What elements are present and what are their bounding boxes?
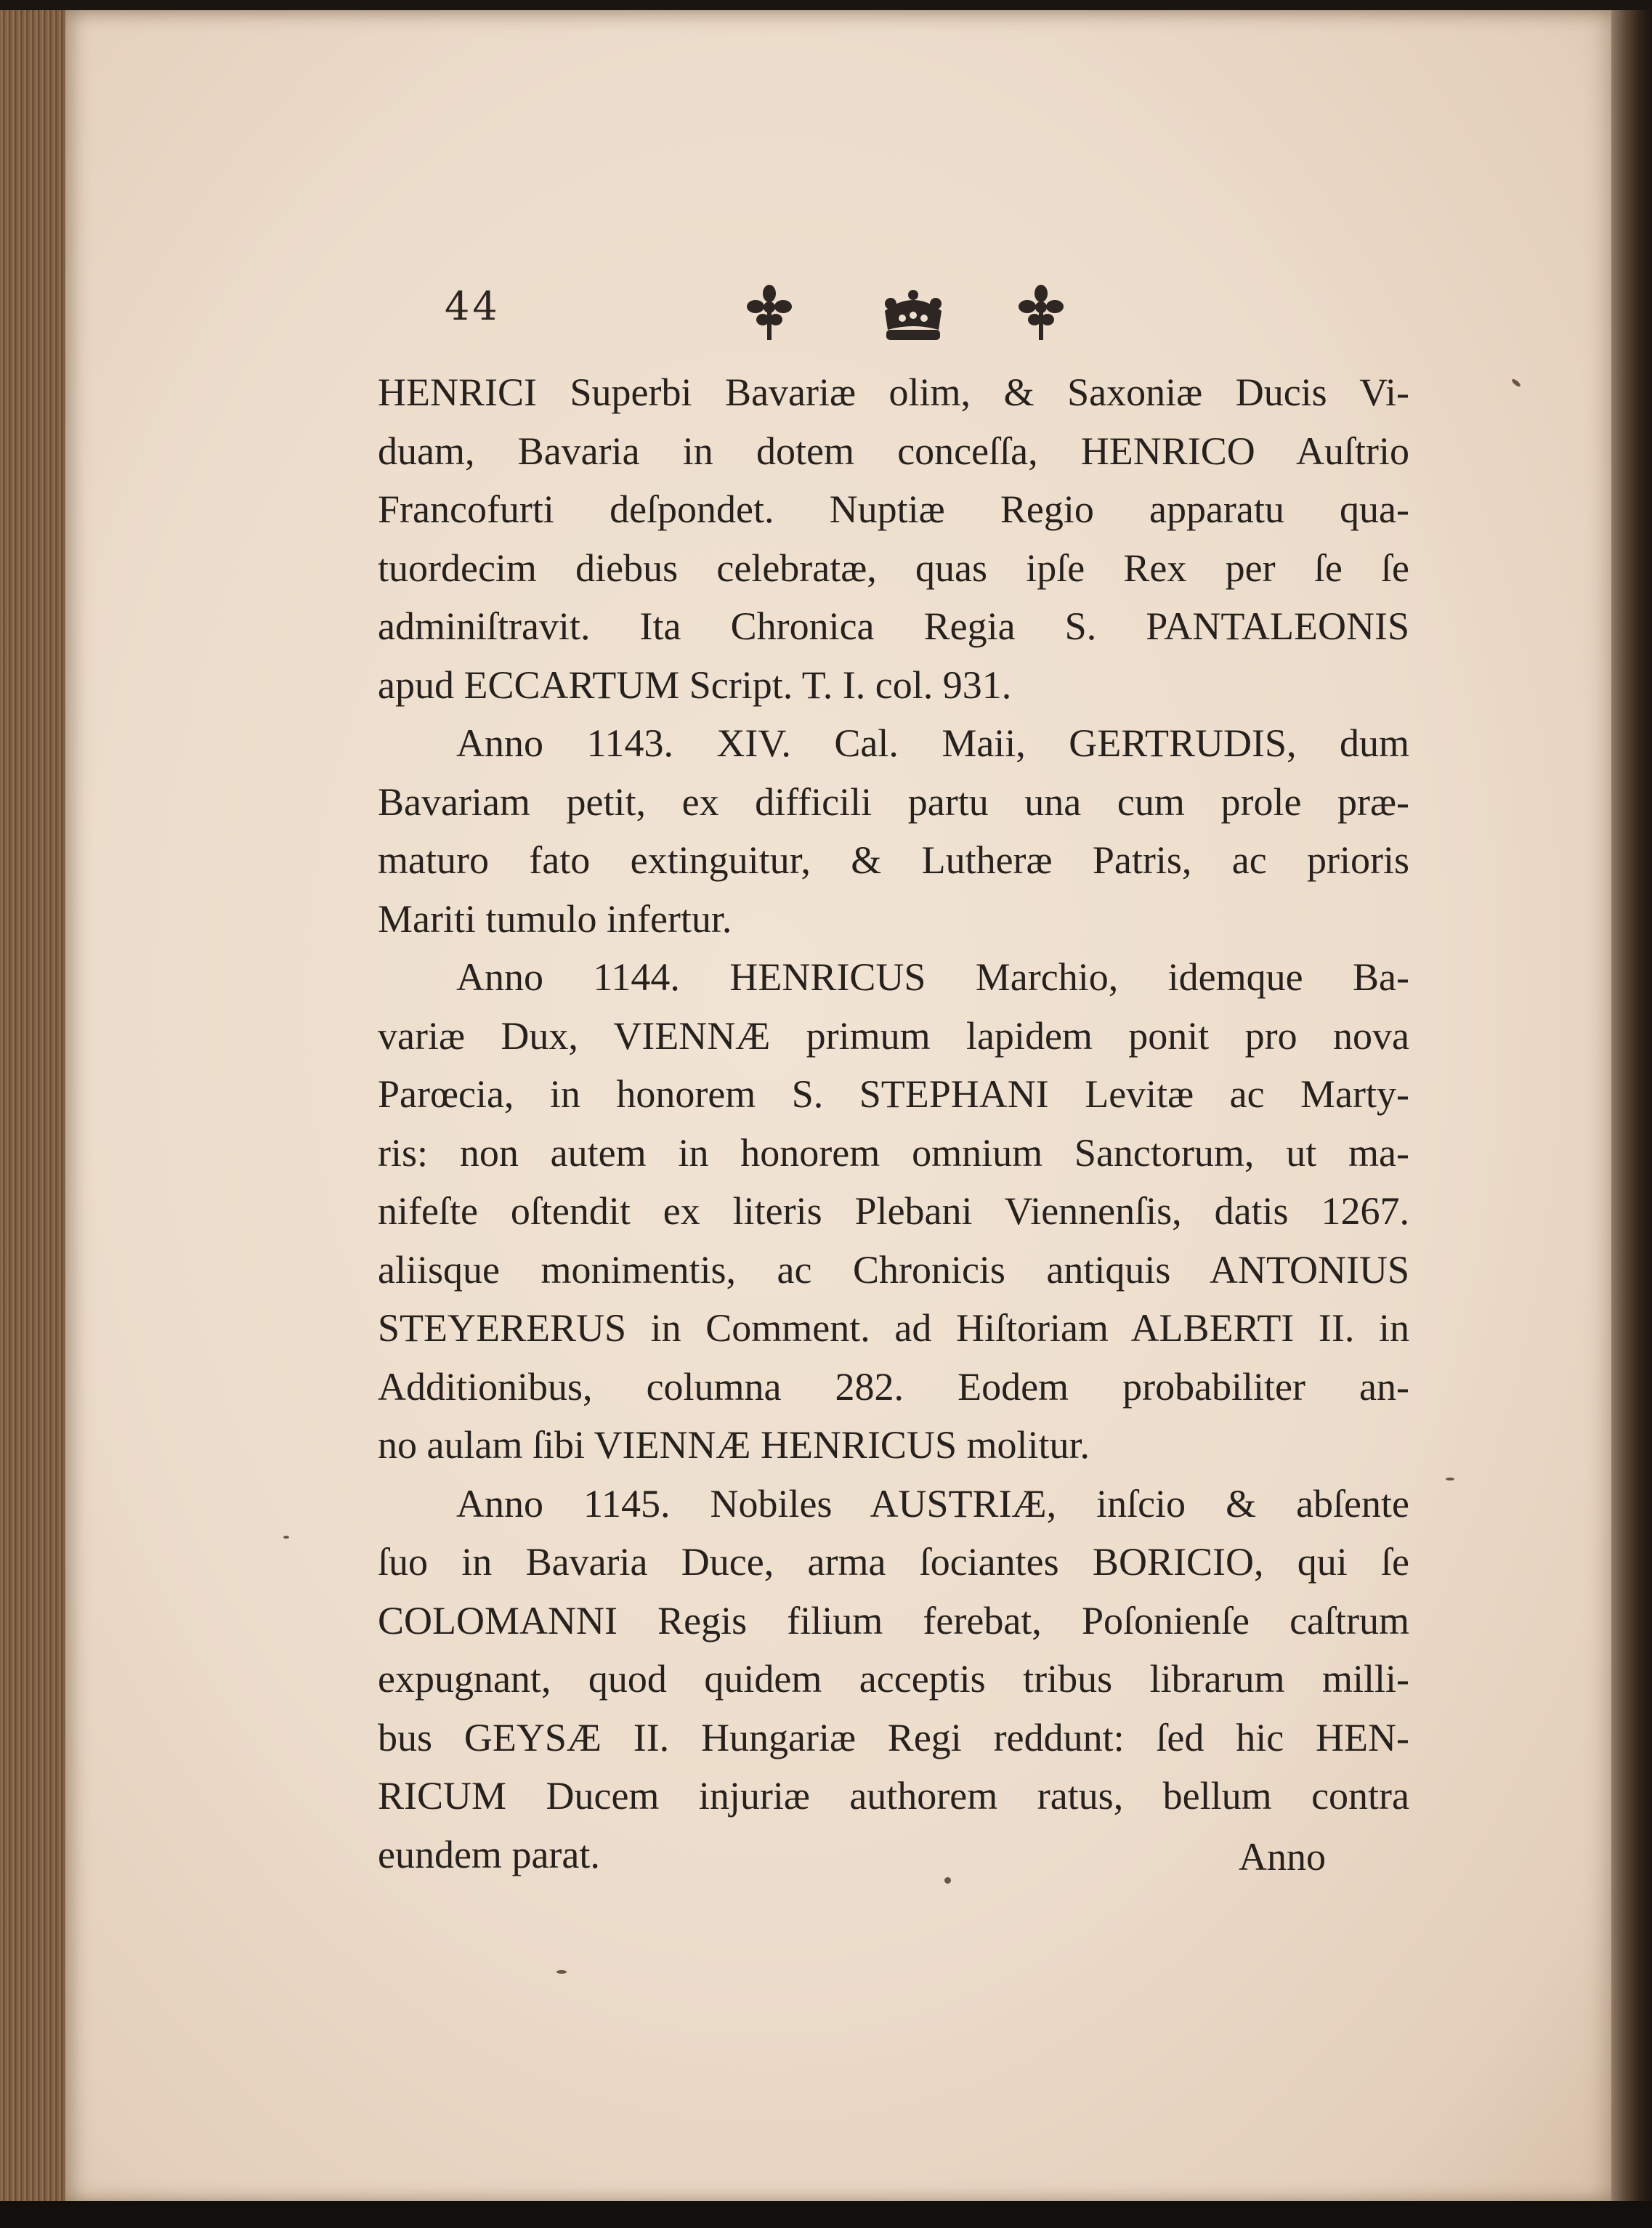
text-line: STEYERERUS in Comment. ad Hiſtoriam ALBERTI II. in (378, 1306, 1409, 1350)
text-line: Anno 1144. HENRICUS Marchio, idemque Ba- (456, 955, 1409, 999)
body-text (378, 363, 1409, 1884)
text-line: nifeſte oſtendit ex literis Plebani Viennenſis, datis 1267. (378, 1189, 1409, 1233)
text-line: Anno 1145. Nobiles AUSTRIÆ, inſcio & abſente (456, 1481, 1409, 1526)
text-line: Anno 1143. XIV. Cal. Maii, GERTRUDIS, dum (456, 721, 1409, 765)
text-line: Bavariam petit, ex difficili partu una cum prole præ- (378, 779, 1409, 824)
text-line: Additionibus, columna 282. Eodem probabiliter an- (378, 1364, 1409, 1409)
text-line: Francofurti deſpondet. Nuptiæ Regio apparatu qua- (378, 487, 1409, 531)
text-line: bus GEYSÆ II. Hungariæ Regi reddunt: ſed hic HEN- (378, 1715, 1409, 1759)
ink-speck (1446, 1478, 1454, 1480)
book-binding-edge (1611, 10, 1652, 2219)
text-line: RICUM Ducem injuriæ authorem ratus, bellum contra (378, 1774, 1409, 1818)
text-line: eundem parat. (378, 1832, 600, 1876)
text-line: no aulam ſibi VIENNÆ HENRICUS molitur. (378, 1423, 1090, 1467)
crown-icon (880, 289, 946, 347)
ink-speck (1511, 378, 1522, 388)
text-line: duam, Bavaria in dotem conceſſa, HENRICO Auſtrio (378, 429, 1409, 473)
fleuron-icon (745, 283, 793, 345)
ink-speck (556, 1970, 567, 1974)
text-line: apud ECCARTUM Script. T. I. col. 931. (378, 663, 1012, 707)
text-line: Mariti tumulo infertur. (378, 896, 732, 941)
fleuron-icon (1017, 283, 1065, 345)
text-line: tuordecim diebus celebratæ, quas ipſe Rex per ſe ſe (378, 546, 1409, 590)
text-line: adminiſtravit. Ita Chronica Regia S. PANTALEONIS (378, 604, 1409, 648)
text-line: Parœcia, in honorem S. STEPHANI Levitæ ac Marty- (378, 1072, 1409, 1116)
text-line: maturo fato extinguitur, & Lutheræ Patris, ac prioris (378, 838, 1409, 882)
text-line: ſuo in Bavaria Duce, arma ſociantes BORICIO, qui ſe (378, 1540, 1409, 1584)
text-line: COLOMANNI Regis filium ferebat, Poſonienſe caſtrum (378, 1598, 1409, 1642)
page-edge-stack (0, 10, 73, 2219)
text-line: HENRICI Superbi Bavariæ olim, & Saxoniæ Ducis Vi- (378, 370, 1409, 414)
text-line: aliisque monimentis, ac Chronicis antiquis ANTONIUS (378, 1247, 1409, 1292)
ink-speck (283, 1536, 289, 1539)
running-header (445, 283, 1069, 349)
page-number: 44 (445, 283, 501, 329)
catchword: Anno (1239, 1835, 1326, 1879)
text-line: expugnant, quod quidem acceptis tribus librarum milli- (378, 1657, 1409, 1701)
text-line: variæ Dux, VIENNÆ primum lapidem ponit pro nova (378, 1013, 1409, 1058)
text-line: ris: non autem in honorem omnium Sanctorum, ut ma- (378, 1130, 1409, 1175)
scan-bottom-edge (0, 2201, 1652, 2228)
